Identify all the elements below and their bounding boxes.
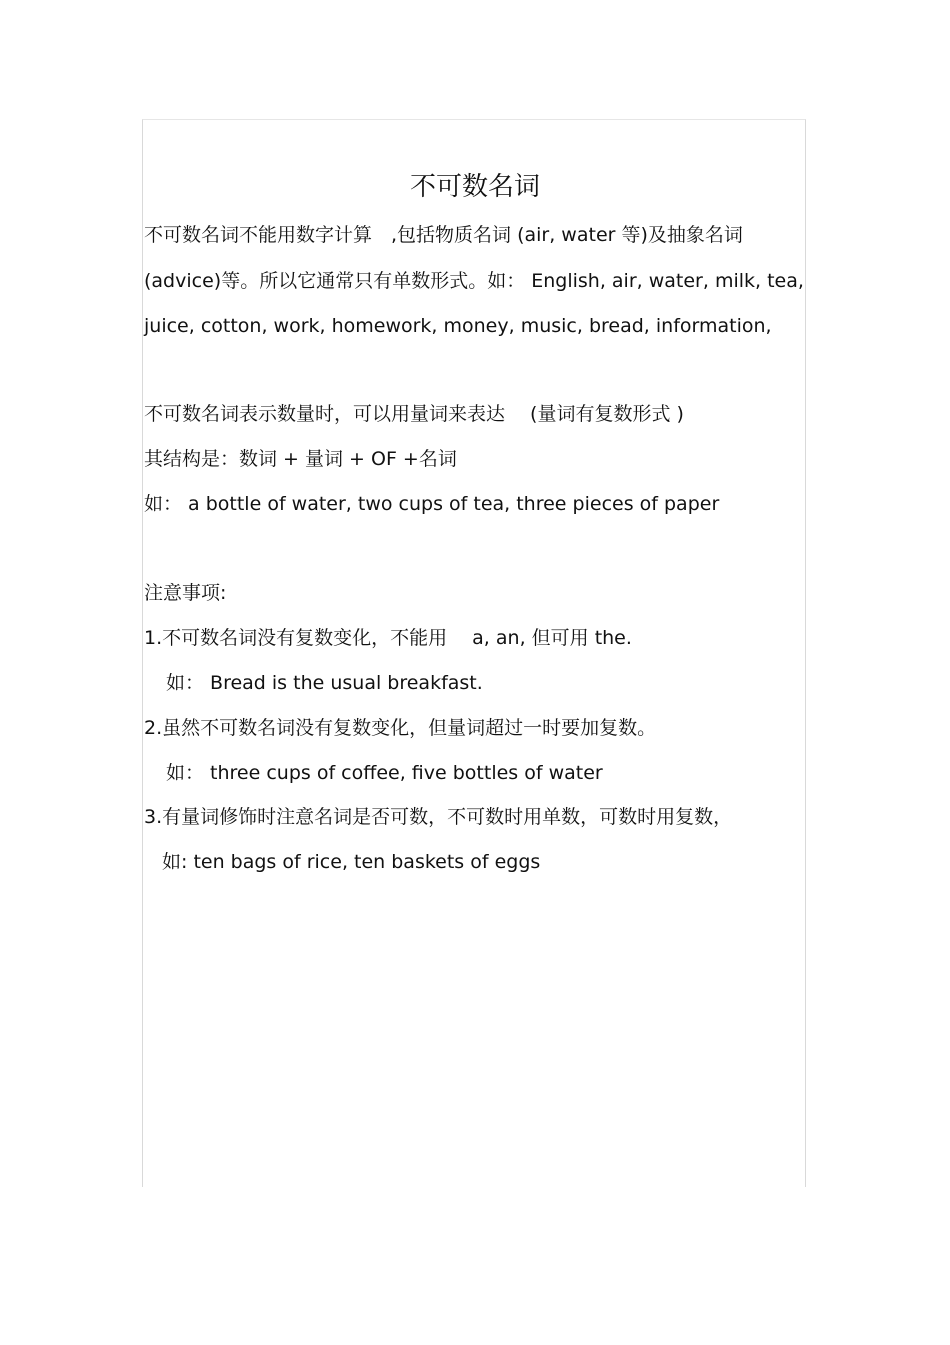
intro-line-3: juice, cotton, work, homework, money, music, bread, information, (144, 315, 772, 337)
intro-line-2: (advice)等。所以它通常只有单数形式。如： English, air, water, milk, tea, (144, 270, 804, 292)
note-rule-3: 3.有量词修饰时注意名词是否可数，不可数时用单数，可数时用复数， (144, 806, 733, 828)
intro-line-1: 不可数名词不能用数字计算 ,包括物质名词 (air, water 等)及抽象名词 (144, 224, 743, 246)
notes-heading: 注意事项: (144, 582, 227, 604)
note-example-3: 如: ten bags of rice, ten baskets of eggs (162, 851, 541, 873)
document-title: 不可数名词 (409, 172, 540, 202)
note-example-2: 如： three cups of coffee, five bottles of water (166, 762, 603, 784)
quantity-description: 不可数名词表示数量时，可以用量词来表达 (量词有复数形式 ) (144, 403, 684, 425)
note-example-1: 如： Bread is the usual breakfast. (166, 672, 483, 694)
structure-formula: 其结构是：数词 + 量词 + OF +名词 (144, 448, 457, 470)
note-rule-1: 1.不可数名词没有复数变化，不能用 a, an, 但可用 the. (144, 627, 632, 649)
quantity-example: 如： a bottle of water, two cups of tea, three pieces of paper (144, 493, 720, 515)
note-rule-2: 2.虽然不可数名词没有复数变化，但量词超过一时要加复数。 (144, 717, 657, 739)
